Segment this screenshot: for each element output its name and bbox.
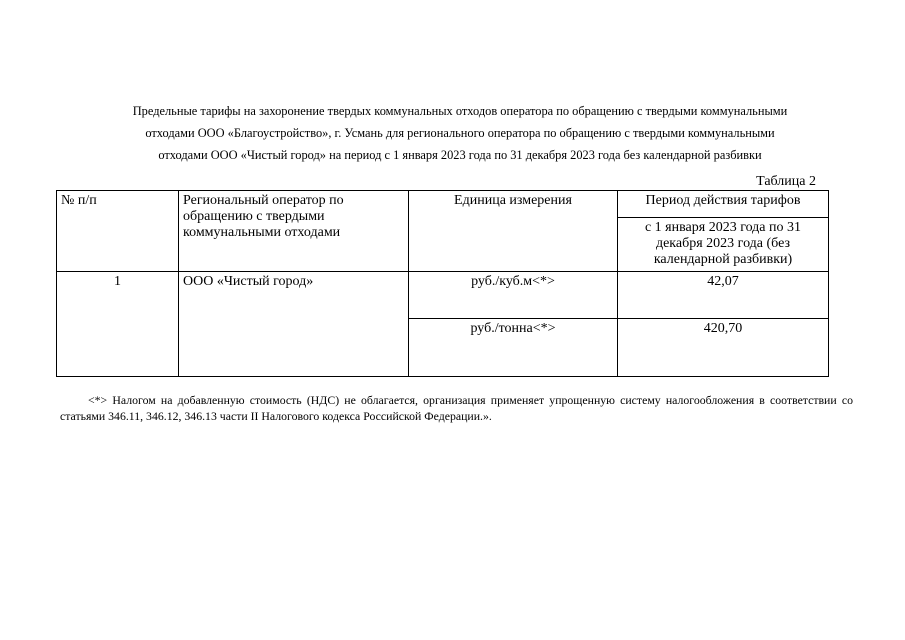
row-value-cubic: 42,07: [618, 272, 829, 319]
header-unit: Единица измерения: [409, 191, 618, 272]
tariff-table: [56, 190, 829, 377]
row-number: 1: [57, 272, 179, 377]
title-line-2: отходами ООО «Благоустройство», г. Усмань для регионального оператора по обращению с твердыми коммунальными: [145, 126, 775, 140]
header-number: № п/п: [57, 191, 179, 272]
header-period: Период действия тарифов: [618, 191, 829, 218]
table-row: [57, 272, 829, 319]
header-period-sub: с 1 января 2023 года по 31 декабря 2023 года (без календарной разбивки): [618, 218, 829, 272]
footnote: <*> Налогом на добавленную стоимость (НДС) не облагается, организация применяет упрощенную систему налогообложения в соответствии со статьями 346.11, 346.12, 346.13 части II Налогового кодекса Российской Федерации.».: [60, 393, 853, 423]
title-line-3: отходами ООО «Чистый город» на период с 1 января 2023 года по 31 декабря 2023 года без календарной разбивки: [158, 148, 762, 162]
title-line-1: Предельные тарифы на захоронение твердых коммунальных отходов оператора по обращению с твердыми коммунальными: [132, 104, 788, 118]
table-header-row: [57, 191, 829, 218]
row-operator: ООО «Чистый город»: [179, 272, 409, 377]
document-title: [60, 100, 860, 166]
table-caption: Таблица 2: [756, 174, 816, 189]
row-value-ton: 420,70: [618, 319, 829, 377]
header-operator: Региональный оператор по обращению с твердыми коммунальными отходами: [179, 191, 409, 272]
row-unit-cubic: руб./куб.м<*>: [409, 272, 618, 319]
row-unit-ton: руб./тонна<*>: [409, 319, 618, 377]
